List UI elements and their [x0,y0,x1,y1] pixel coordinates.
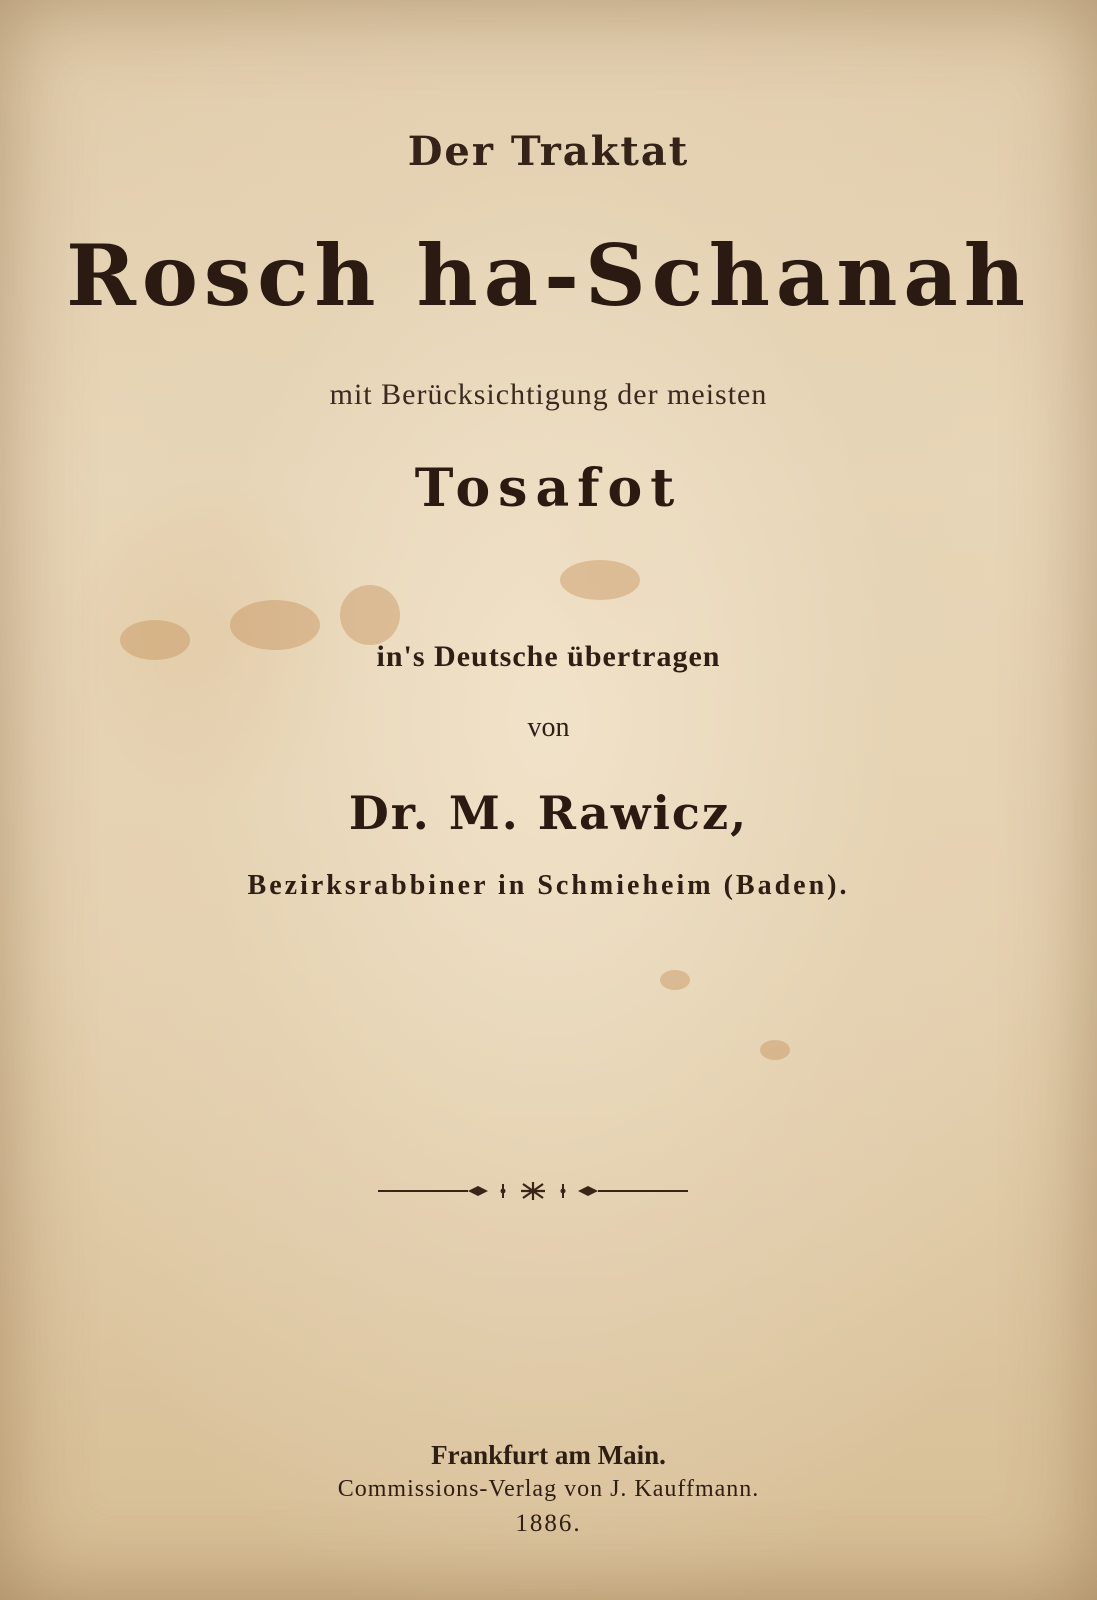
by-line: von [527,712,570,743]
foxing-stain [340,585,400,645]
foxing-stain [660,970,690,990]
author-role: Bezirksrabbiner in Schmieheim (Baden). [247,870,850,901]
imprint-year: 1886. [515,1510,582,1537]
imprint-place: Frankfurt am Main. [431,1440,666,1470]
author-name: Dr. M. Rawicz, [348,786,749,840]
foxing-stain [760,1040,790,1060]
heading-line: Der Traktat [407,128,690,175]
subtitle: Tosafot [414,458,683,519]
title-continuation: mit Berücksichtigung der meisten [329,378,768,411]
foxing-stain [560,560,640,600]
imprint-publisher: Commissions-Verlag von J. Kauffmann. [337,1476,760,1502]
main-title: Rosch ha-Schanah [66,226,1031,325]
translation-note: in's Deutsche übertragen [376,640,721,673]
ornamental-rule [378,1180,688,1202]
